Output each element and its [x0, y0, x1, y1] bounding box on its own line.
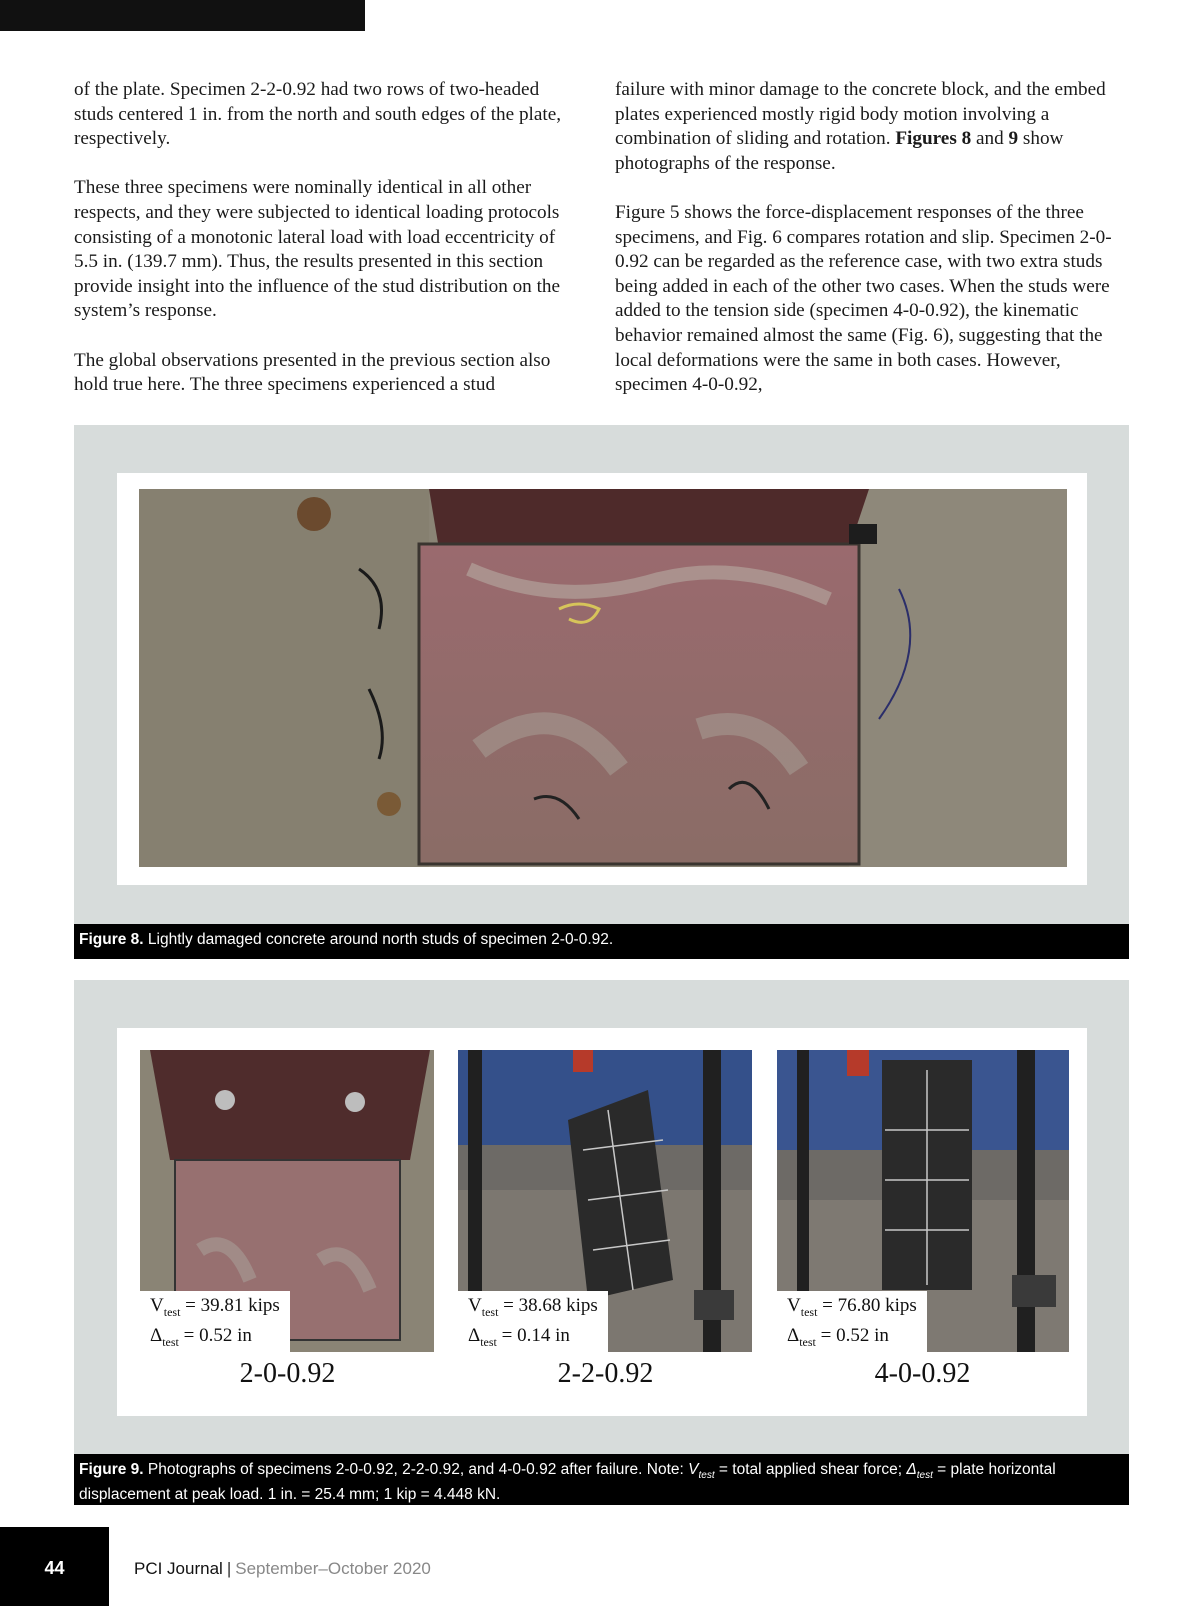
panel-3-specimen-label: 4-0-0.92	[874, 1358, 971, 1389]
right-paragraph-1: failure with minor damage to the concrete block, and the embed plates experienced mostly rigid body motion involving a combination of sliding and rotation. Figures 8 and 9 show photographs of the response.	[615, 79, 1106, 174]
figure-9-card	[117, 1028, 1087, 1416]
panel-2-values: $V_{test} = 38.68$ kips $\Delta_{test} = 0.14$ in	[458, 1291, 608, 1356]
figure-8-photo	[139, 489, 1067, 867]
left-paragraph-2: These three specimens were nominally identical in all other respects, and they were subjected to identical loading protocols consisting of a monotonic lateral load with load eccentricity of 5.5 in. (139.7 mm). Thus, the results presented in this section provide insight into the influence of the stud distribution on the system’s response.	[74, 177, 561, 322]
footer-journal: PCI Journal | September–October 2020	[134, 1559, 431, 1578]
panel-3-values: $V_{test} = 76.80$ kips $\Delta_{test} = 0.52$ in	[777, 1291, 927, 1356]
figure-8-frame	[74, 425, 1129, 924]
right-text-column	[615, 78, 1130, 398]
panel-2-specimen-label: 2-2-0.92	[557, 1358, 654, 1389]
issue-date: September–October 2020	[235, 1559, 431, 1578]
left-paragraph-1: of the plate. Specimen 2-2-0.92 had two rows of two-headed studs centered 1 in. from the north and south edges of the plate, respectively.	[74, 79, 562, 150]
figure-8-label: Figure 8.	[79, 931, 144, 948]
page-number: 44	[44, 1558, 65, 1578]
panel-1-specimen-label: 2-0-0.92	[239, 1358, 336, 1389]
figure-9-caption: Figure 9. Photographs of specimens 2-0-0.92, 2-2-0.92, and 4-0-0.92 after failure. Note: $V_{test}$ = total applied shear force; $\Delta_{test}$ = plate horizontal displacement at peak load. 1 in. = 25.4 mm; 1 kip = 4.448 kN.	[74, 1454, 1129, 1505]
panel-1-values: $V_{test} = 39.81$ kips $\Delta_{test} = 0.52$ in	[140, 1291, 290, 1356]
left-text-column	[74, 78, 574, 398]
journal-name: PCI Journal	[134, 1559, 223, 1578]
top-header-bar	[0, 0, 365, 31]
left-paragraph-3: The global observations presented in the previous section also hold true here. The three specimens experienced a stud	[74, 349, 551, 396]
right-paragraph-2: Figure 5 shows the force-displacement responses of the three specimens, and Fig. 6 compares rotation and slip. Specimen 2-0-0.92 can be regarded as the reference case, with two extra studs being added in each of the other two cases. When the studs were added to the tension side (specimen 4-0-0.92), the kinematic behavior remained almost the same (Fig. 6), suggesting that the local deformations were the same in both cases. However, specimen 4-0-0.92,	[615, 201, 1112, 396]
figure-9-ref: 9	[1008, 128, 1019, 150]
figure-9-label: Figure 9.	[79, 1461, 144, 1478]
figure-9-frame	[74, 980, 1129, 1454]
figure-8-caption: Figure 8. Lightly damaged concrete around north studs of specimen 2-0-0.92.	[74, 924, 1129, 959]
figure-8-ref: Figures 8	[895, 128, 972, 150]
figure-8-card	[117, 473, 1087, 885]
